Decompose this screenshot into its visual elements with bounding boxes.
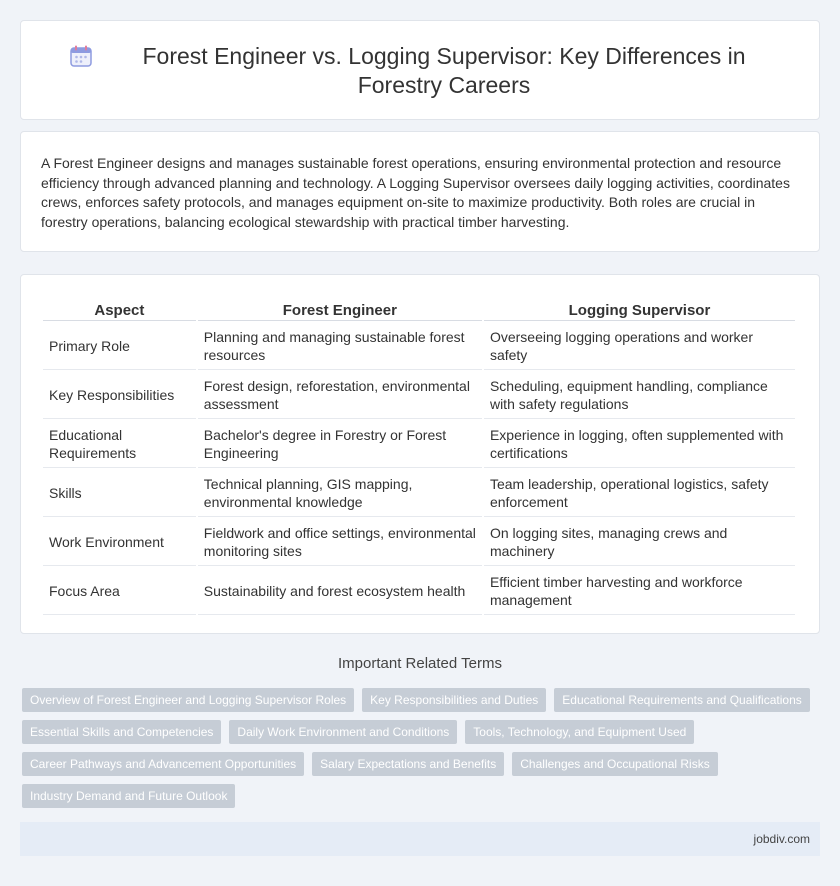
row-logging-supervisor: On logging sites, managing crews and machinery bbox=[484, 519, 795, 566]
related-term-tag[interactable]: Challenges and Occupational Risks bbox=[512, 752, 717, 776]
row-logging-supervisor: Efficient timber harvesting and workforce management bbox=[484, 568, 795, 615]
comparison-card bbox=[20, 274, 820, 634]
row-aspect: Key Responsibilities bbox=[43, 372, 196, 419]
row-logging-supervisor: Overseeing logging operations and worker safety bbox=[484, 323, 795, 370]
calendar-icon bbox=[68, 43, 94, 69]
related-term-tag[interactable]: Essential Skills and Competencies bbox=[22, 720, 221, 744]
related-term-tag[interactable]: Salary Expectations and Benefits bbox=[312, 752, 504, 776]
row-aspect: Skills bbox=[43, 470, 196, 517]
row-aspect: Educational Requirements bbox=[43, 421, 196, 468]
row-logging-supervisor: Team leadership, operational logistics, safety enforcement bbox=[484, 470, 795, 517]
related-term-tag[interactable]: Industry Demand and Future Outlook bbox=[22, 784, 235, 808]
table-row bbox=[43, 470, 795, 517]
related-terms-title: Important Related Terms bbox=[338, 655, 502, 672]
table-row bbox=[43, 421, 795, 468]
table-row bbox=[43, 323, 795, 370]
header-logging-supervisor: Logging Supervisor bbox=[484, 297, 795, 321]
header-aspect: Aspect bbox=[43, 297, 196, 321]
row-forest-engineer: Forest design, reforestation, environmental assessment bbox=[198, 372, 482, 419]
row-forest-engineer: Planning and managing sustainable forest resources bbox=[198, 323, 482, 370]
row-logging-supervisor: Experience in logging, often supplemented with certifications bbox=[484, 421, 795, 468]
table-header-row bbox=[43, 297, 795, 321]
page-title: Forest Engineer vs. Logging Supervisor: Key Differences in Forestry Careers bbox=[142, 43, 746, 98]
header-card bbox=[20, 20, 820, 120]
footer bbox=[20, 822, 820, 856]
row-aspect: Primary Role bbox=[43, 323, 196, 370]
footer-site-link[interactable]: jobdiv.com bbox=[753, 832, 810, 846]
table-row bbox=[43, 519, 795, 566]
title-wrap bbox=[21, 21, 821, 121]
intro-paragraph: A Forest Engineer designs and manages sustainable forest operations, ensuring environmental protection and resource efficiency through advanced planning and technology. A Logging Supervisor oversees daily logging activities, coordinates crews, enforces safety protocols, and manages equipment on-site to maximize productivity. Both roles are crucial in forestry operations, balancing ecological stewardship with practical timber harvesting. bbox=[41, 155, 790, 230]
related-term-tag[interactable]: Daily Work Environment and Conditions bbox=[229, 720, 457, 744]
row-forest-engineer: Bachelor's degree in Forestry or Forest Engineering bbox=[198, 421, 482, 468]
row-aspect: Work Environment bbox=[43, 519, 196, 566]
related-term-tag[interactable]: Key Responsibilities and Duties bbox=[362, 688, 546, 712]
table-row bbox=[43, 372, 795, 419]
row-aspect: Focus Area bbox=[43, 568, 196, 615]
table-row bbox=[43, 568, 795, 615]
row-forest-engineer: Technical planning, GIS mapping, environmental knowledge bbox=[198, 470, 482, 517]
related-terms-list bbox=[22, 688, 822, 816]
related-term-tag[interactable]: Overview of Forest Engineer and Logging Supervisor Roles bbox=[22, 688, 354, 712]
related-term-tag[interactable]: Tools, Technology, and Equipment Used bbox=[465, 720, 694, 744]
row-forest-engineer: Fieldwork and office settings, environmental monitoring sites bbox=[198, 519, 482, 566]
related-term-tag[interactable]: Educational Requirements and Qualifications bbox=[554, 688, 809, 712]
related-term-tag[interactable]: Career Pathways and Advancement Opportunities bbox=[22, 752, 304, 776]
comparison-table bbox=[41, 295, 797, 617]
intro-card bbox=[20, 131, 820, 252]
row-logging-supervisor: Scheduling, equipment handling, compliance with safety regulations bbox=[484, 372, 795, 419]
header-forest-engineer: Forest Engineer bbox=[198, 297, 482, 321]
row-forest-engineer: Sustainability and forest ecosystem health bbox=[198, 568, 482, 615]
